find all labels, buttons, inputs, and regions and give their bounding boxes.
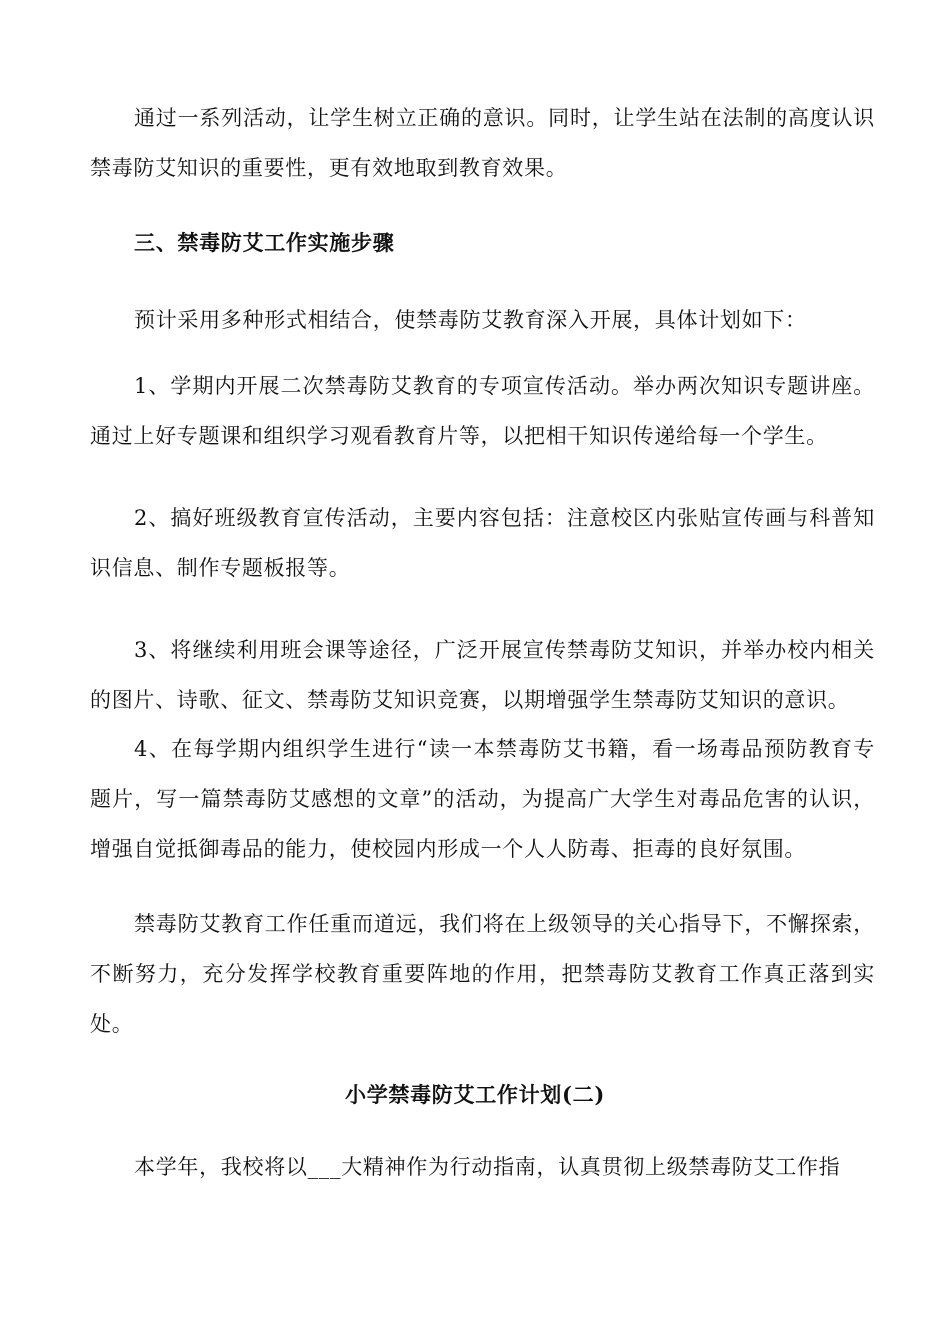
paragraph-step-4: 4、在每学期内组织学生进行“读一本禁毒防艾书籍，看一场毒品预防教育专题片，写一篇禁毒防艾感想的文章”的活动，为提高广大学生对毒品危害的认识，增强自觉抵御毒品的能力，使校园内形成一个人人防毒、拒毒的良好氛围。 — [90, 737, 875, 861]
section-heading-implementation-steps: 三、禁毒防艾工作实施步骤 — [134, 230, 395, 255]
paragraph-plan-intro: 预计采用多种形式相结合，使禁毒防艾教育深入开展，具体计划如下： — [134, 308, 807, 332]
paragraph-step-1: 1、学期内开展二次禁毒防艾教育的专项宣传活动。举办两次知识专题讲座。通过上好专题课和组织学习观看教育片等，以把相干知识传递给每一个学生。 — [90, 374, 875, 448]
paragraph-step-3: 3、将继续利用班会课等途径，广泛开展宣传禁毒防艾知识，并举办校内相关的图片、诗歌、征文、禁毒防艾知识竞赛，以期增强学生禁毒防艾知识的意识。 — [90, 638, 875, 712]
paragraph-intro-end: 通过一系列活动，让学生树立正确的意识。同时，让学生站在法制的高度认识禁毒防艾知识的重要性，更有效地取到教育效果。 — [90, 106, 875, 180]
paragraph-new-intro: 本学年，我校将以___大精神作为行动指南，认真贯彻上级禁毒防艾工作指 — [134, 1155, 841, 1179]
paragraph-step-2: 2、搞好班级教育宣传活动，主要内容包括：注意校区内张贴宣传画与科普知识信息、制作专题板报等。 — [90, 506, 875, 580]
section-title-plan-two: 小学禁毒防艾工作计划(二) — [345, 1082, 605, 1107]
paragraph-conclusion: 禁毒防艾教育工作任重而道远，我们将在上级领导的关心指导下，不懈探索，不断努力，充分发挥学校教育重要阵地的作用，把禁毒防艾教育工作真正落到实处。 — [90, 912, 875, 1036]
